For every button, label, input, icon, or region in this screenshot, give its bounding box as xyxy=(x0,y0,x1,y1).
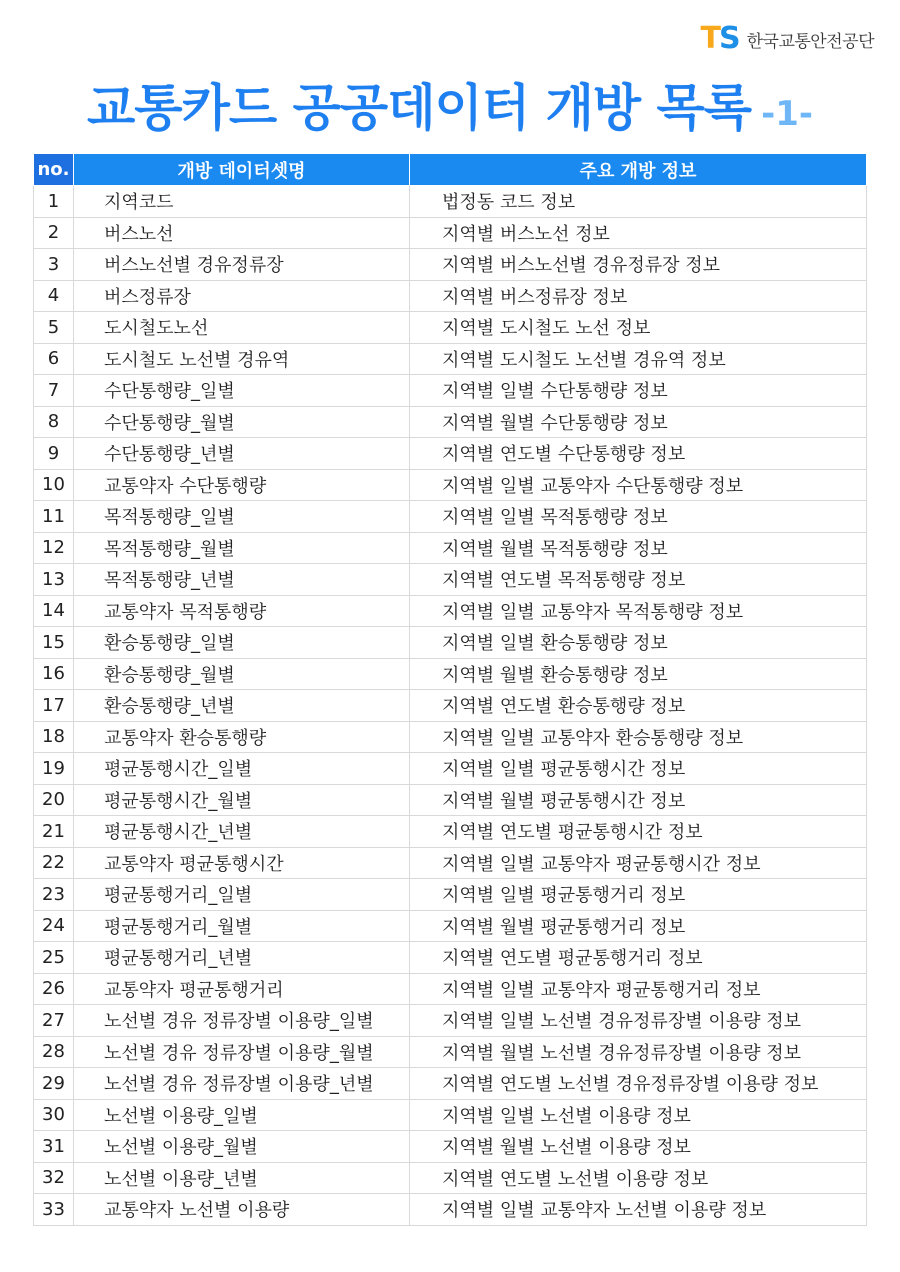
row-main-info: 지역별 일별 환승통행량 정보 xyxy=(410,627,867,659)
row-number: 20 xyxy=(34,784,74,816)
row-dataset-name: 버스노선 xyxy=(74,217,410,249)
row-main-info: 지역별 연도별 노선별 이용량 정보 xyxy=(410,1162,867,1194)
header-main-info: 주요 개방 정보 xyxy=(410,154,867,186)
row-number: 10 xyxy=(34,469,74,501)
table-row xyxy=(34,186,867,218)
table-row xyxy=(34,249,867,281)
row-main-info: 지역별 일별 교통약자 평균통행시간 정보 xyxy=(410,847,867,879)
row-number: 25 xyxy=(34,942,74,974)
table-row xyxy=(34,816,867,848)
row-number: 11 xyxy=(34,501,74,533)
table-row xyxy=(34,910,867,942)
row-number: 28 xyxy=(34,1036,74,1068)
row-main-info: 지역별 월별 평균통행거리 정보 xyxy=(410,910,867,942)
row-dataset-name: 목적통행량_월별 xyxy=(74,532,410,564)
row-dataset-name: 수단통행량_년별 xyxy=(74,438,410,470)
row-dataset-name: 목적통행량_일별 xyxy=(74,501,410,533)
table-row xyxy=(34,501,867,533)
table-row xyxy=(34,217,867,249)
row-number: 29 xyxy=(34,1068,74,1100)
table-body xyxy=(34,186,867,1226)
table-row xyxy=(34,312,867,344)
table-row xyxy=(34,564,867,596)
title-main: 교통카드 공공데이터 개방 목록 xyxy=(86,79,752,137)
row-number: 23 xyxy=(34,879,74,911)
row-number: 31 xyxy=(34,1131,74,1163)
row-main-info: 지역별 연도별 평균통행거리 정보 xyxy=(410,942,867,974)
table-row xyxy=(34,658,867,690)
header-no: no. xyxy=(34,154,74,186)
row-dataset-name: 교통약자 목적통행량 xyxy=(74,595,410,627)
row-number: 27 xyxy=(34,1005,74,1037)
page-title xyxy=(0,68,900,140)
row-dataset-name: 평균통행시간_일별 xyxy=(74,753,410,785)
table-row xyxy=(34,847,867,879)
row-dataset-name: 노선별 경유 정류장별 이용량_월별 xyxy=(74,1036,410,1068)
row-dataset-name: 교통약자 평균통행거리 xyxy=(74,973,410,1005)
row-main-info: 지역별 연도별 수단통행량 정보 xyxy=(410,438,867,470)
row-main-info: 지역별 일별 노선별 이용량 정보 xyxy=(410,1099,867,1131)
row-dataset-name: 교통약자 수단통행량 xyxy=(74,469,410,501)
table-row xyxy=(34,973,867,1005)
row-number: 24 xyxy=(34,910,74,942)
row-dataset-name: 노선별 이용량_월별 xyxy=(74,1131,410,1163)
row-number: 7 xyxy=(34,375,74,407)
table-row xyxy=(34,1005,867,1037)
row-dataset-name: 환승통행량_월별 xyxy=(74,658,410,690)
row-number: 17 xyxy=(34,690,74,722)
row-main-info: 지역별 연도별 평균통행시간 정보 xyxy=(410,816,867,848)
row-number: 32 xyxy=(34,1162,74,1194)
row-dataset-name: 평균통행거리_년별 xyxy=(74,942,410,974)
row-number: 21 xyxy=(34,816,74,848)
row-main-info: 지역별 월별 수단통행량 정보 xyxy=(410,406,867,438)
row-number: 9 xyxy=(34,438,74,470)
table-row xyxy=(34,532,867,564)
row-number: 1 xyxy=(34,186,74,218)
ts-logo-mark: TS xyxy=(700,21,739,56)
row-dataset-name: 노선별 경유 정류장별 이용량_일별 xyxy=(74,1005,410,1037)
row-main-info: 지역별 연도별 목적통행량 정보 xyxy=(410,564,867,596)
table-row xyxy=(34,343,867,375)
table-row xyxy=(34,1099,867,1131)
row-main-info: 지역별 월별 목적통행량 정보 xyxy=(410,532,867,564)
table-row xyxy=(34,1162,867,1194)
table-row xyxy=(34,595,867,627)
row-main-info: 지역별 일별 평균통행시간 정보 xyxy=(410,753,867,785)
table-row xyxy=(34,375,867,407)
row-number: 18 xyxy=(34,721,74,753)
table-row xyxy=(34,784,867,816)
row-main-info: 지역별 도시철도 노선 정보 xyxy=(410,312,867,344)
table-row xyxy=(34,469,867,501)
row-main-info: 지역별 연도별 노선별 경유정류장별 이용량 정보 xyxy=(410,1068,867,1100)
row-main-info: 지역별 월별 평균통행시간 정보 xyxy=(410,784,867,816)
dataset-table xyxy=(33,153,867,1226)
table-row xyxy=(34,942,867,974)
table-row xyxy=(34,1036,867,1068)
row-dataset-name: 지역코드 xyxy=(74,186,410,218)
row-number: 16 xyxy=(34,658,74,690)
row-main-info: 지역별 버스정류장 정보 xyxy=(410,280,867,312)
table-row xyxy=(34,879,867,911)
row-number: 30 xyxy=(34,1099,74,1131)
row-main-info: 지역별 일별 교통약자 환승통행량 정보 xyxy=(410,721,867,753)
row-number: 2 xyxy=(34,217,74,249)
row-main-info: 지역별 일별 평균통행거리 정보 xyxy=(410,879,867,911)
row-number: 22 xyxy=(34,847,74,879)
row-number: 15 xyxy=(34,627,74,659)
table-row xyxy=(34,1131,867,1163)
row-number: 26 xyxy=(34,973,74,1005)
table-row xyxy=(34,1194,867,1226)
row-number: 14 xyxy=(34,595,74,627)
table-row xyxy=(34,721,867,753)
row-number: 19 xyxy=(34,753,74,785)
org-logo xyxy=(700,21,874,56)
row-main-info: 법정동 코드 정보 xyxy=(410,186,867,218)
row-number: 4 xyxy=(34,280,74,312)
table-header-row xyxy=(34,154,867,186)
row-main-info: 지역별 일별 노선별 경유정류장별 이용량 정보 xyxy=(410,1005,867,1037)
row-dataset-name: 환승통행량_년별 xyxy=(74,690,410,722)
row-dataset-name: 평균통행거리_일별 xyxy=(74,879,410,911)
table-row xyxy=(34,627,867,659)
row-main-info: 지역별 월별 노선별 이용량 정보 xyxy=(410,1131,867,1163)
row-number: 6 xyxy=(34,343,74,375)
row-main-info: 지역별 연도별 환승통행량 정보 xyxy=(410,690,867,722)
table-row xyxy=(34,280,867,312)
row-number: 12 xyxy=(34,532,74,564)
row-dataset-name: 버스정류장 xyxy=(74,280,410,312)
row-main-info: 지역별 월별 노선별 경유정류장별 이용량 정보 xyxy=(410,1036,867,1068)
table-row xyxy=(34,753,867,785)
row-dataset-name: 목적통행량_년별 xyxy=(74,564,410,596)
row-dataset-name: 버스노선별 경유정류장 xyxy=(74,249,410,281)
row-dataset-name: 교통약자 평균통행시간 xyxy=(74,847,410,879)
row-dataset-name: 노선별 이용량_일별 xyxy=(74,1099,410,1131)
row-main-info: 지역별 일별 목적통행량 정보 xyxy=(410,501,867,533)
row-dataset-name: 평균통행시간_월별 xyxy=(74,784,410,816)
row-main-info: 지역별 일별 교통약자 평균통행거리 정보 xyxy=(410,973,867,1005)
row-dataset-name: 수단통행량_월별 xyxy=(74,406,410,438)
row-main-info: 지역별 도시철도 노선별 경유역 정보 xyxy=(410,343,867,375)
row-dataset-name: 노선별 경유 정류장별 이용량_년별 xyxy=(74,1068,410,1100)
row-number: 3 xyxy=(34,249,74,281)
table-row xyxy=(34,690,867,722)
row-main-info: 지역별 일별 교통약자 목적통행량 정보 xyxy=(410,595,867,627)
row-main-info: 지역별 월별 환승통행량 정보 xyxy=(410,658,867,690)
table-row xyxy=(34,1068,867,1100)
row-dataset-name: 교통약자 노선별 이용량 xyxy=(74,1194,410,1226)
row-dataset-name: 도시철도 노선별 경유역 xyxy=(74,343,410,375)
row-dataset-name: 수단통행량_일별 xyxy=(74,375,410,407)
row-dataset-name: 환승통행량_일별 xyxy=(74,627,410,659)
row-number: 8 xyxy=(34,406,74,438)
row-main-info: 지역별 버스노선 정보 xyxy=(410,217,867,249)
row-number: 5 xyxy=(34,312,74,344)
row-main-info: 지역별 일별 수단통행량 정보 xyxy=(410,375,867,407)
row-main-info: 지역별 버스노선별 경유정류장 정보 xyxy=(410,249,867,281)
table-row xyxy=(34,438,867,470)
table-row xyxy=(34,406,867,438)
title-page-number: -1- xyxy=(761,94,813,134)
row-main-info: 지역별 일별 교통약자 수단통행량 정보 xyxy=(410,469,867,501)
header-dataset-name: 개방 데이터셋명 xyxy=(74,154,410,186)
row-number: 33 xyxy=(34,1194,74,1226)
row-dataset-name: 교통약자 환승통행량 xyxy=(74,721,410,753)
org-name: 한국교통안전공단 xyxy=(746,31,874,52)
row-dataset-name: 평균통행시간_년별 xyxy=(74,816,410,848)
row-dataset-name: 평균통행거리_월별 xyxy=(74,910,410,942)
row-dataset-name: 노선별 이용량_년별 xyxy=(74,1162,410,1194)
row-number: 13 xyxy=(34,564,74,596)
row-dataset-name: 도시철도노선 xyxy=(74,312,410,344)
row-main-info: 지역별 일별 교통약자 노선별 이용량 정보 xyxy=(410,1194,867,1226)
